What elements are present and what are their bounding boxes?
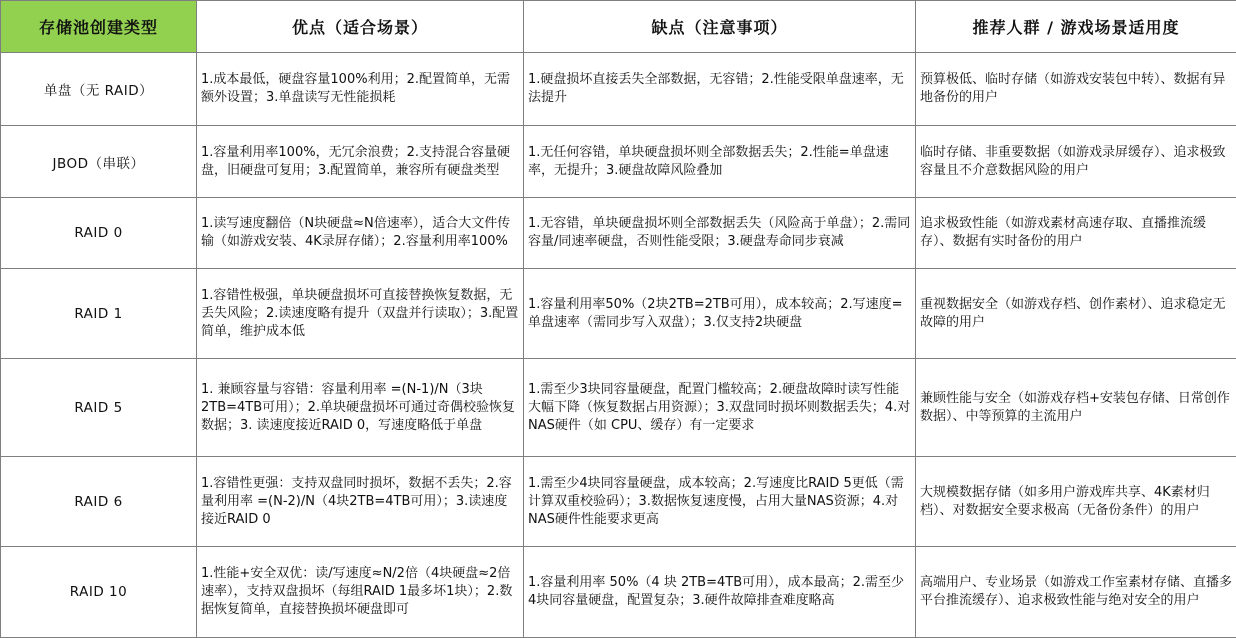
cell-cons[interactable]: 1.容量利用率50%（2块2TB=2TB可用），成本较高；2.写速度=单盘速率（需同步写入双盘）；3.仅支持2块硬盘: [524, 269, 916, 359]
cell-pros[interactable]: 1.容错性极强，单块硬盘损坏可直接替换恢复数据，无丢失风险；2.读速度略有提升（双盘并行读取）；3.配置简单，维护成本低: [197, 269, 524, 359]
cell-type[interactable]: 单盘（无 RAID）: [1, 53, 197, 126]
cell-cons[interactable]: 1.容量利用率 50%（4 块 2TB=4TB可用），成本最高；2.需至少4块同容量硬盘，配置复杂；3.硬件故障排查难度略高: [524, 547, 916, 638]
cell-cons[interactable]: 1.需至少3块同容量硬盘，配置门槛较高；2.硬盘故障时读写性能大幅下降（恢复数据占用资源）；3.双盘同时损坏则数据丢失；4.对NAS硬件（如 CPU、缓存）有一定要求: [524, 359, 916, 457]
cell-type[interactable]: RAID 5: [1, 359, 197, 457]
cell-pros[interactable]: 1.容量利用率100%，无冗余浪费；2.支持混合容量硬盘，旧硬盘可复用；3.配置简单，兼容所有硬盘类型: [197, 126, 524, 198]
table-row: [1, 457, 1236, 547]
cell-type[interactable]: JBOD（串联）: [1, 126, 197, 198]
table-row: [1, 126, 1236, 198]
header-users[interactable]: 推荐人群 / 游戏场景适用度: [916, 1, 1236, 53]
cell-cons[interactable]: 1.无任何容错，单块硬盘损坏则全部数据丢失；2.性能=单盘速率，无提升；3.硬盘故障风险叠加: [524, 126, 916, 198]
table-row: [1, 547, 1236, 638]
cell-type[interactable]: RAID 1: [1, 269, 197, 359]
header-row: [1, 1, 1236, 53]
cell-users[interactable]: 大规模数据存储（如多用户游戏库共享、4K素材归档）、对数据安全要求极高（无备份条件）的用户: [916, 457, 1236, 547]
cell-users[interactable]: 高端用户、专业场景（如游戏工作室素材存储、直播多平台推流缓存）、追求极致性能与绝对安全的用户: [916, 547, 1236, 638]
cell-cons[interactable]: 1.需至少4块同容量硬盘，成本较高；2.写速度比RAID 5更低（需计算双重校验码）；3.数据恢复速度慢，占用大量NAS资源；4.对NAS硬件性能要求更高: [524, 457, 916, 547]
cell-users[interactable]: 重视数据安全（如游戏存档、创作素材）、追求稳定无故障的用户: [916, 269, 1236, 359]
cell-users[interactable]: 追求极致性能（如游戏素材高速存取、直播推流缓存）、数据有实时备份的用户: [916, 198, 1236, 269]
table-row: [1, 269, 1236, 359]
header-type[interactable]: 存储池创建类型: [1, 1, 197, 53]
cell-users[interactable]: 兼顾性能与安全（如游戏存档+安装包存储、日常创作数据）、中等预算的主流用户: [916, 359, 1236, 457]
cell-type[interactable]: RAID 6: [1, 457, 197, 547]
cell-pros[interactable]: 1.容错性更强：支持双盘同时损坏，数据不丢失；2.容量利用率 =(N-2)/N（4块2TB=4TB可用）；3.读速度接近RAID 0: [197, 457, 524, 547]
table-row: [1, 359, 1236, 457]
header-cons[interactable]: 缺点（注意事项）: [524, 1, 916, 53]
cell-cons[interactable]: 1.硬盘损坏直接丢失全部数据，无容错；2.性能受限单盘速率，无法提升: [524, 53, 916, 126]
cell-users[interactable]: 预算极低、临时存储（如游戏安装包中转）、数据有异地备份的用户: [916, 53, 1236, 126]
table-row: [1, 198, 1236, 269]
cell-users[interactable]: 临时存储、非重要数据（如游戏录屏缓存）、追求极致容量且不介意数据风险的用户: [916, 126, 1236, 198]
cell-pros[interactable]: 1.读写速度翻倍（N块硬盘≈N倍速率），适合大文件传输（如游戏安装、4K录屏存储）；2.容量利用率100%: [197, 198, 524, 269]
table-row: [1, 53, 1236, 126]
cell-type[interactable]: RAID 0: [1, 198, 197, 269]
cell-pros[interactable]: 1.性能+安全双优：读/写速度≈N/2倍（4块硬盘≈2倍速率），支持双盘损坏（每组RAID 1最多坏1块）；2.数据恢复简单，直接替换损坏硬盘即可: [197, 547, 524, 638]
header-pros[interactable]: 优点（适合场景）: [197, 1, 524, 53]
cell-cons[interactable]: 1.无容错，单块硬盘损坏则全部数据丢失（风险高于单盘）；2.需同容量/同速率硬盘，否则性能受限；3.硬盘寿命同步衰减: [524, 198, 916, 269]
cell-pros[interactable]: 1.成本最低，硬盘容量100%利用；2.配置简单，无需额外设置；3.单盘读写无性能损耗: [197, 53, 524, 126]
cell-type[interactable]: RAID 10: [1, 547, 197, 638]
cell-pros[interactable]: 1. 兼顾容量与容错：容量利用率 =(N-1)/N（3块2TB=4TB可用）；2.单块硬盘损坏可通过奇偶校验恢复数据；3. 读速度接近RAID 0，写速度略低于单盘: [197, 359, 524, 457]
